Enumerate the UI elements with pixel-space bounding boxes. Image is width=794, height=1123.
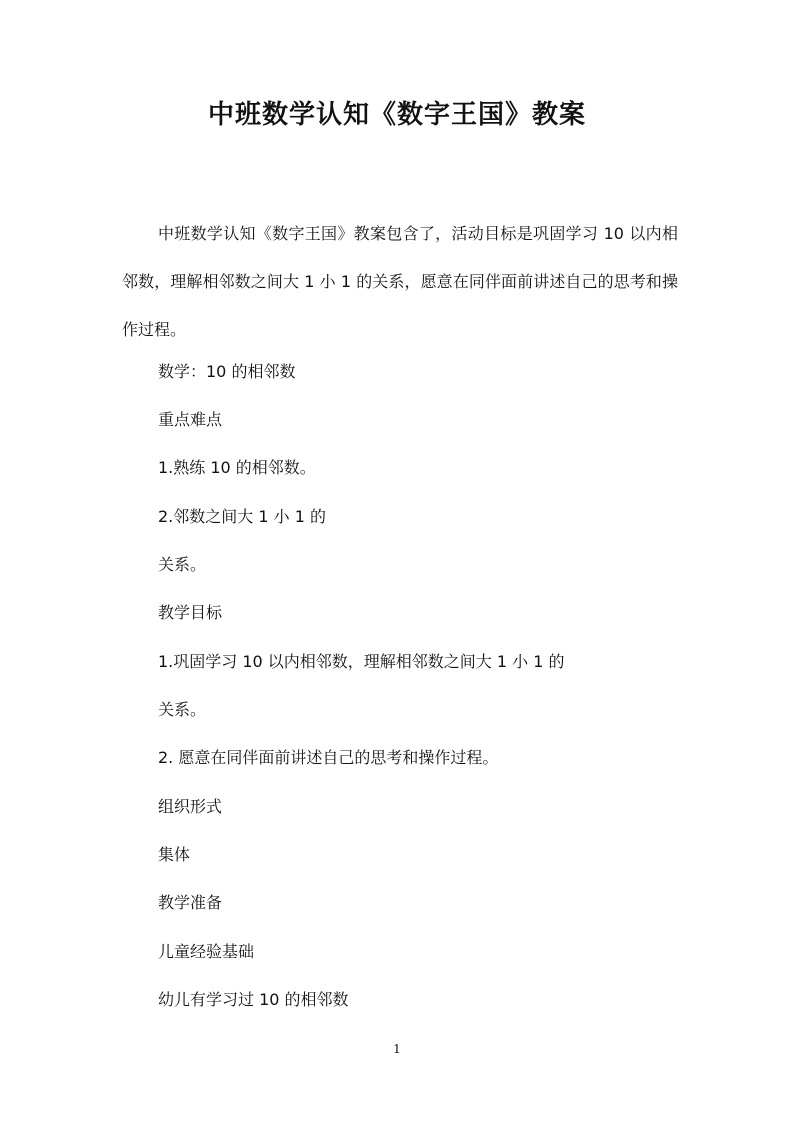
list-item: 1.熟练 10 的相邻数。 xyxy=(158,458,316,477)
intro-paragraph: 中班数学认知《数字王国》教案包含了，活动目标是巩固学习 10 以内相邻数，理解相邻数之间大 1 小 1 的关系，愿意在同伴面前讲述自己的思考和操作过程。 xyxy=(122,224,678,339)
section-line: 幼儿有学习过 10 的相邻数 xyxy=(158,990,349,1009)
page-number: 1 xyxy=(393,1042,401,1056)
section-heading: 教学准备 xyxy=(158,893,223,912)
section-line: 数学：10 的相邻数 xyxy=(158,362,296,381)
list-item: 1.巩固学习 10 以内相邻数，理解相邻数之间大 1 小 1 的 xyxy=(158,652,565,671)
list-item-continuation: 关系。 xyxy=(158,555,207,574)
page-title: 中班数学认知《数字王国》教案 xyxy=(207,100,586,130)
section-heading: 组织形式 xyxy=(158,797,223,816)
list-item: 2. 愿意在同伴面前讲述自己的思考和操作过程。 xyxy=(158,748,499,767)
list-item: 2.邻数之间大 1 小 1 的 xyxy=(158,507,326,526)
section-heading: 教学目标 xyxy=(158,603,223,622)
section-heading: 重点难点 xyxy=(158,410,223,429)
list-item-continuation: 关系。 xyxy=(158,700,207,719)
section-heading: 儿童经验基础 xyxy=(158,942,255,961)
section-line: 集体 xyxy=(158,845,191,864)
